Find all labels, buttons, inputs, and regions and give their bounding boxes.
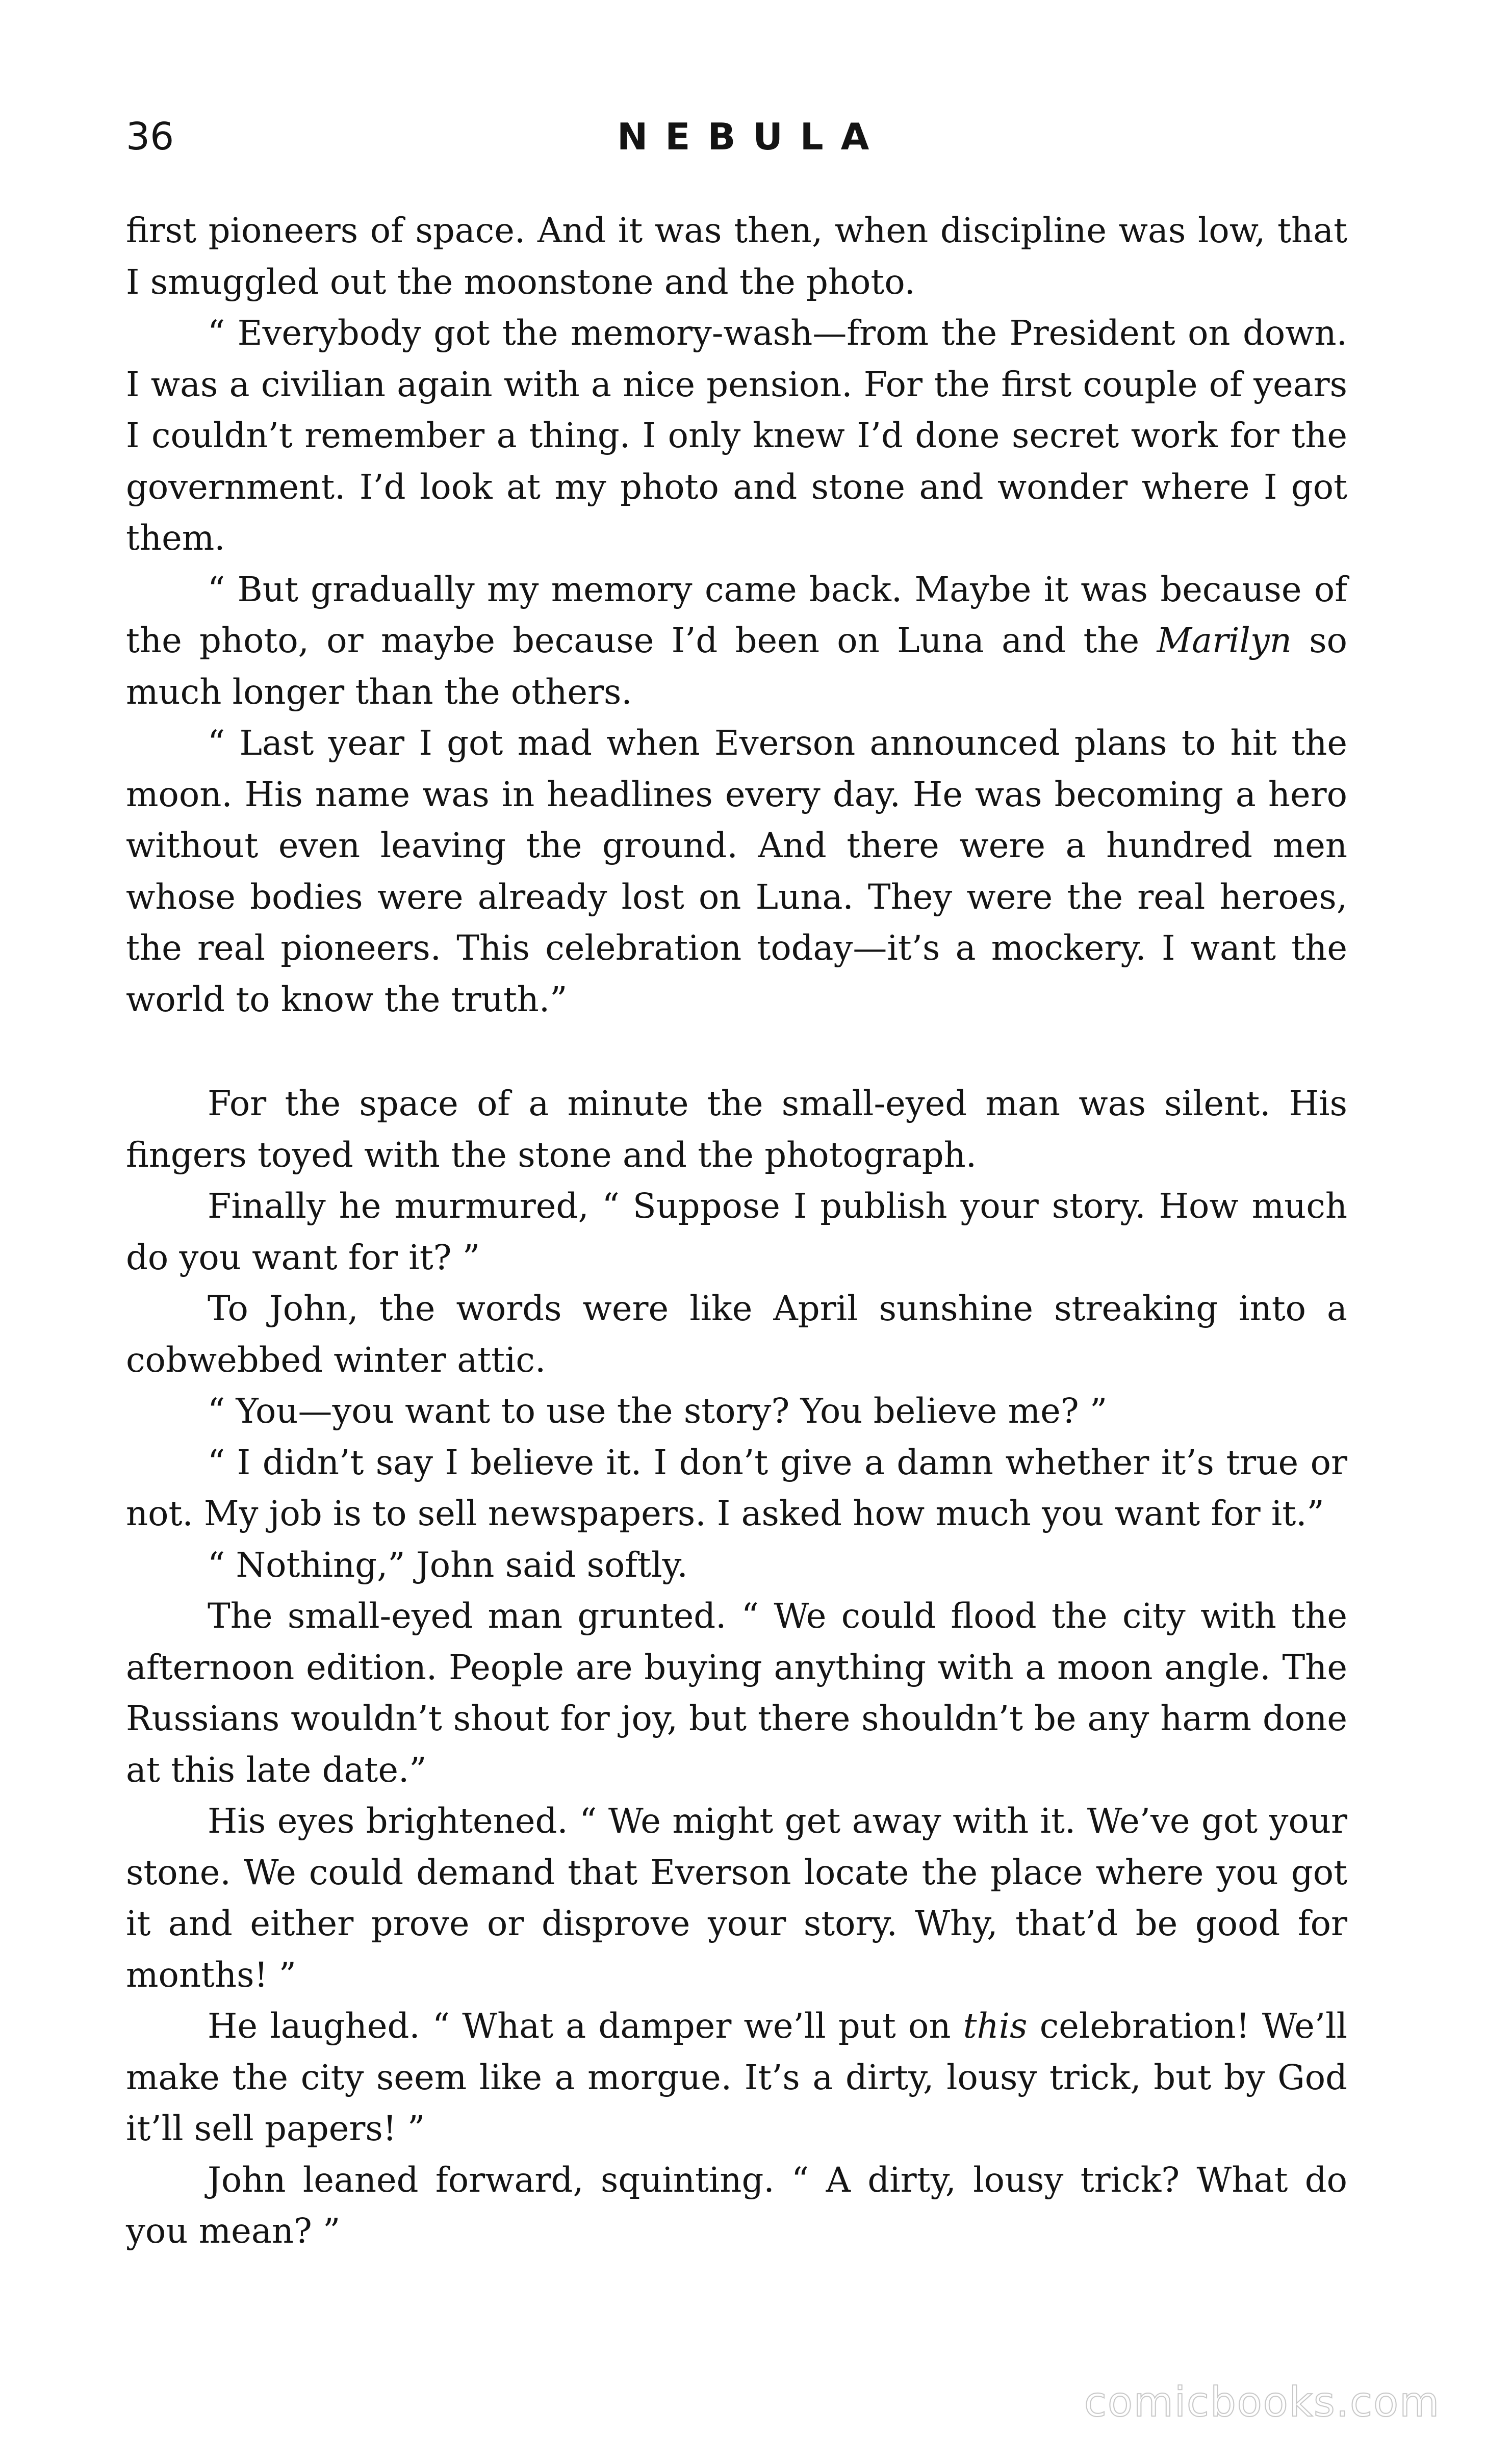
watermark: comicbooks.com — [1084, 2378, 1440, 2426]
paragraph-3: “ But gradually my memory came back. Maybe it was because of the photo, or maybe because I’d been on Luna and the Marilyn so much longer than the others. — [126, 569, 1347, 712]
paragraph-2: “ Everybody got the memory-wash—from the President on down. I was a civilian again with a nice pension. For the first couple of years I couldn’t remember a thing. I only knew I’d done secret work for the government. I’d look at my photo and stone and wonder where I got them. — [126, 313, 1347, 558]
paragraph-7: To John, the words were like April sunshine streaking into a cobwebbed winter attic. — [126, 1289, 1347, 1380]
paragraph-11: The small-eyed man grunted. “ We could flood the city with the afternoon edition. People are buying anything with a moon angle. The Russians wouldn’t shout for joy, but there shouldn’t be any harm done at this late date.” — [126, 1596, 1347, 1790]
body-text — [126, 205, 1347, 2257]
paragraph-1: first pioneers of space. And it was then, when discipline was low, that I smuggled out the moonstone and the photo. — [126, 211, 1347, 302]
paragraph-10: “ Nothing,” John said softly. — [208, 1545, 688, 1585]
page-header — [0, 106, 1486, 167]
paragraph-5: For the space of a minute the small-eyed man was silent. His fingers toyed with the stone and the photograph. — [126, 1084, 1347, 1175]
paragraph-14: John leaned forward, squinting. “ A dirty, lousy trick? What do you mean? ” — [126, 2160, 1347, 2251]
paragraph-8: “ You—you want to use the story? You believe me? ” — [208, 1391, 1108, 1431]
paragraph-12: His eyes brightened. “ We might get away with it. We’ve got your stone. We could demand that Everson locate the place where you got it and either prove or disprove your story. Why, that’d be good for months! ” — [126, 1801, 1347, 1995]
paragraph-4: “ Last year I got mad when Everson announced plans to hit the moon. His name was in headlines every day. He was becoming a hero without even leaving the ground. And there were a hundred men whose bodies were already lost on Luna. They were the real heroes, the real pioneers. This celebration today—it’s a mockery. I want the world to know the truth.” — [126, 723, 1347, 1019]
paragraph-9: “ I didn’t say I believe it. I don’t give a damn whether it’s true or not. My job is to sell newspapers. I asked how much you want for it.” — [126, 1442, 1347, 1533]
running-title: NEBULA — [617, 115, 887, 158]
page-number: 36 — [126, 115, 174, 159]
paragraph-6: Finally he murmured, “ Suppose I publish your story. How much do you want for it? ” — [126, 1186, 1347, 1277]
paragraph-13: He laughed. “ What a damper we’ll put on this celebration! We’ll make the city seem like a morgue. It’s a dirty, lousy trick, but by God it’ll sell papers! ” — [126, 2006, 1347, 2148]
